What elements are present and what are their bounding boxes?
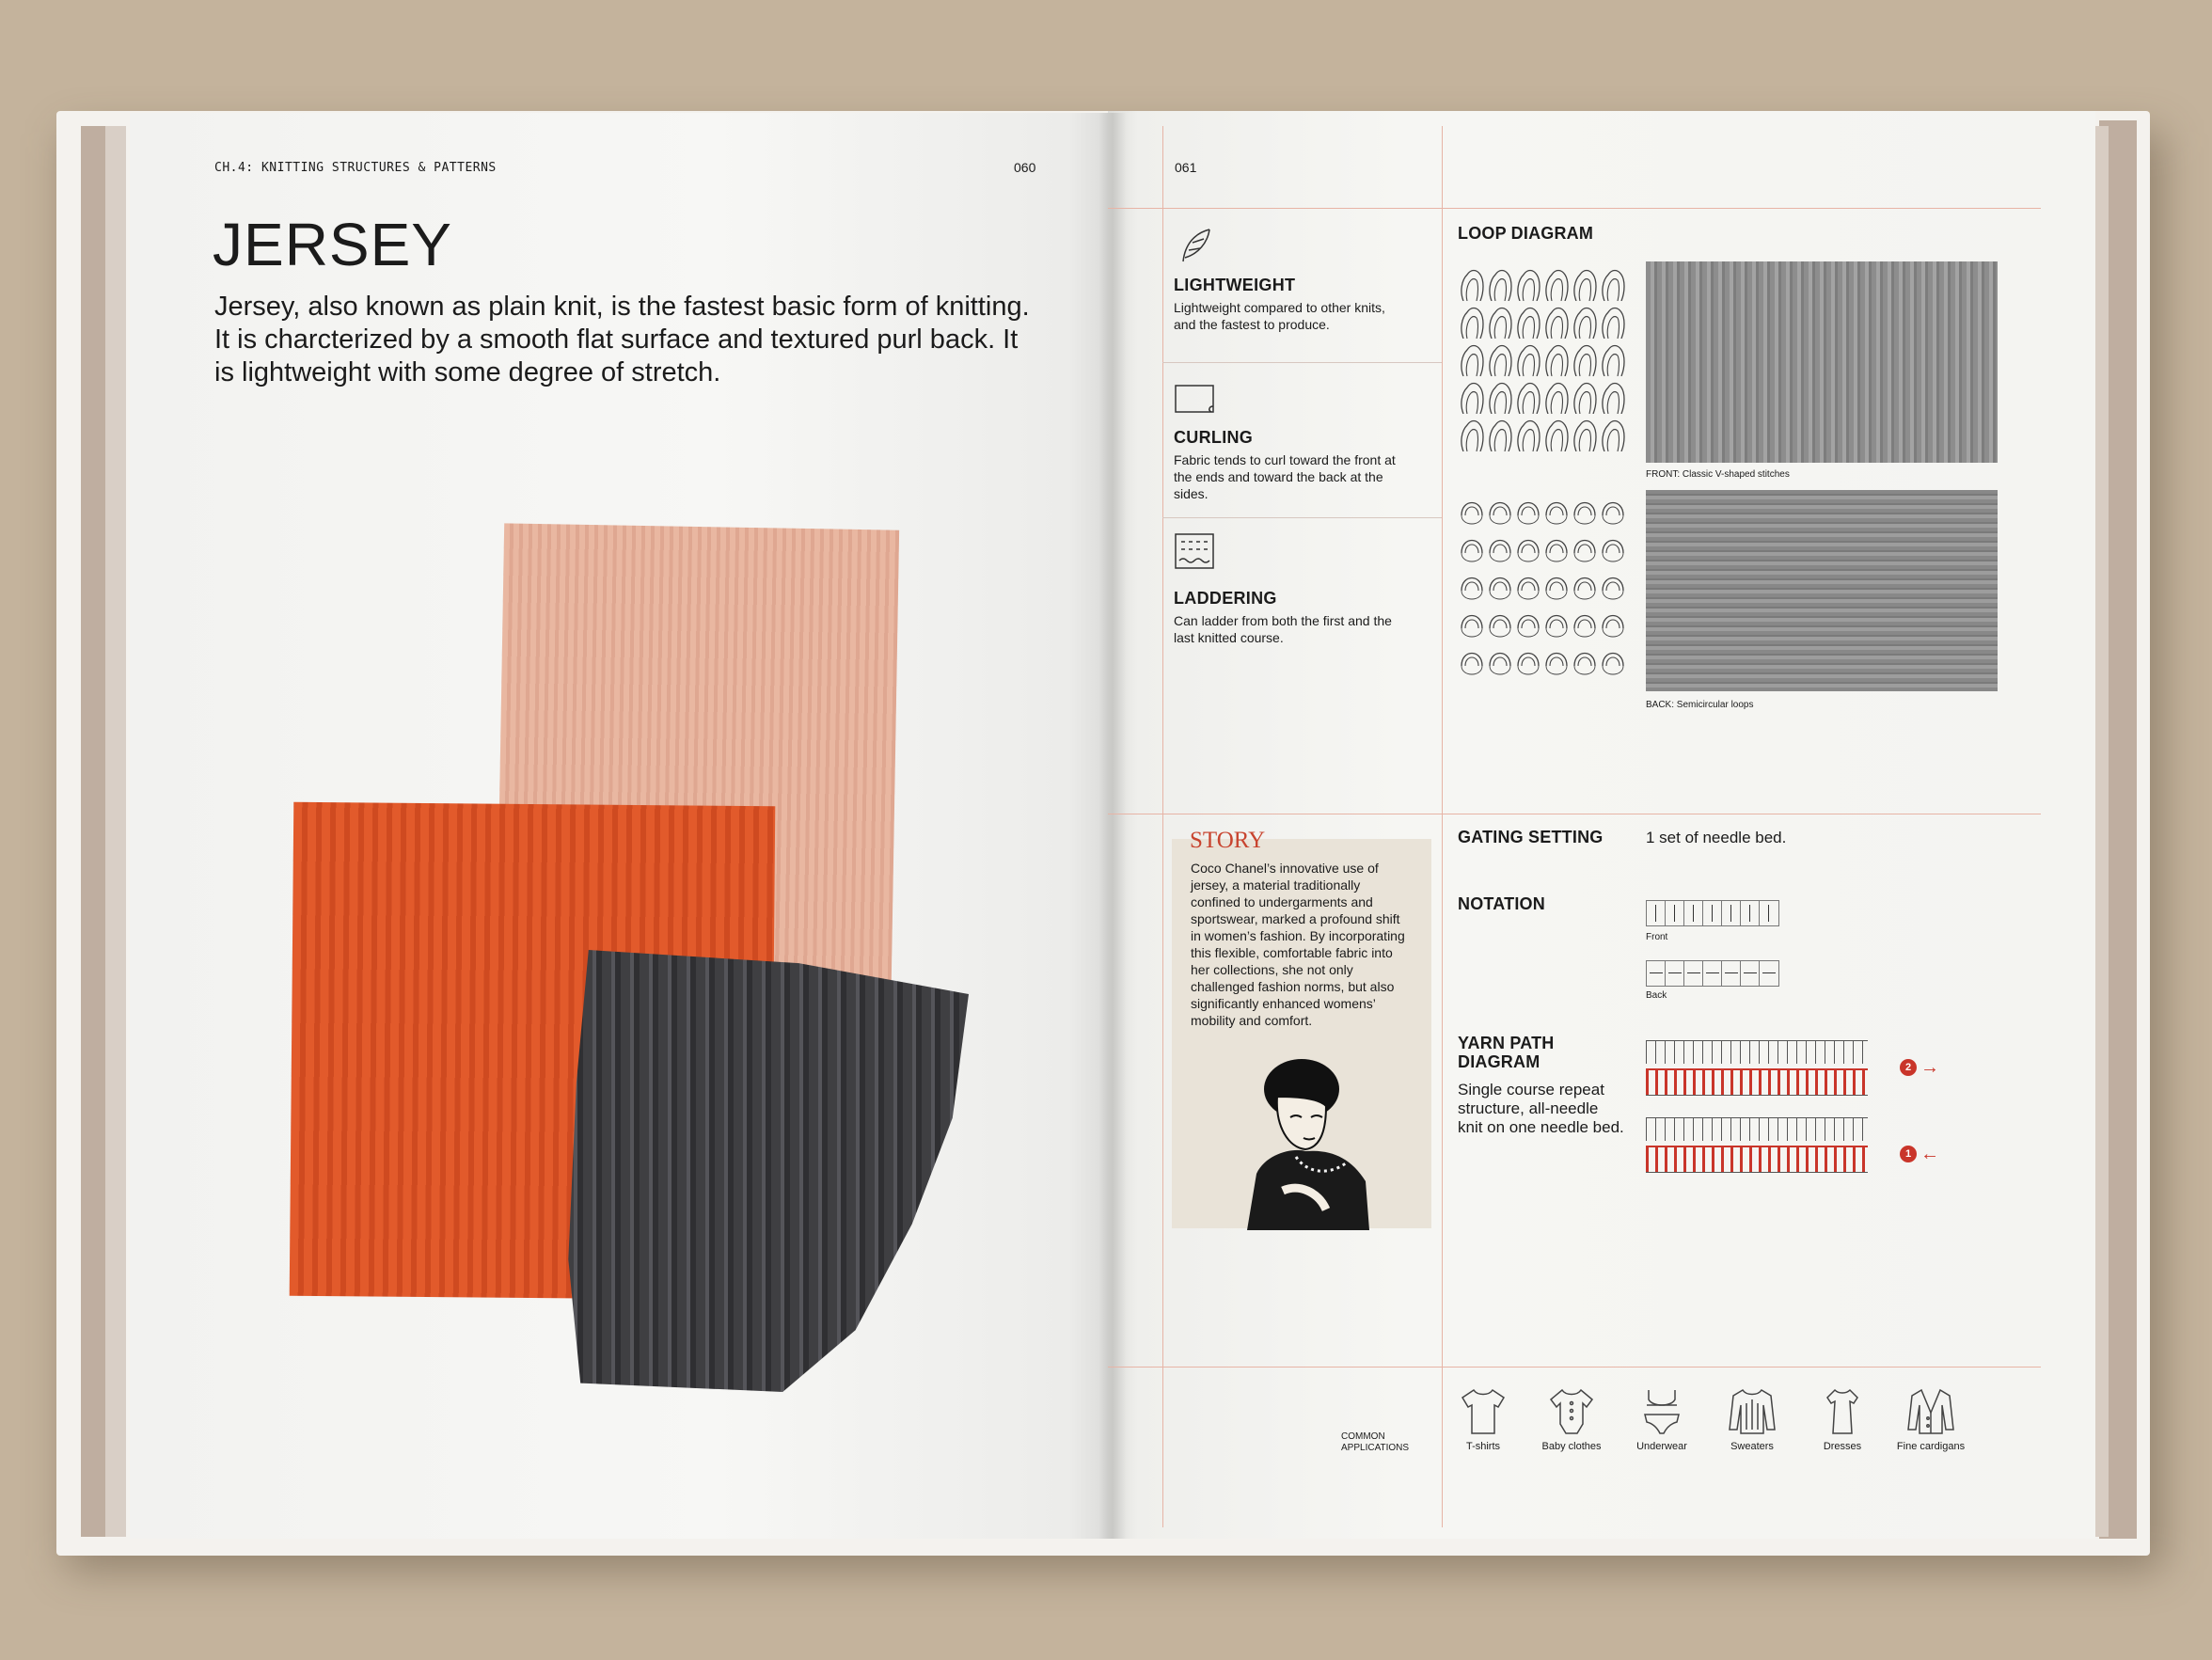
dress-icon <box>1816 1384 1869 1437</box>
underwear-icon <box>1635 1384 1688 1437</box>
front-notation-label: Front <box>1646 932 1668 942</box>
jersey-front-photo <box>1646 261 1998 463</box>
application-underwear: Underwear <box>1627 1384 1697 1452</box>
coco-chanel-illustration <box>1228 1051 1388 1230</box>
property-title-lightweight: LIGHTWEIGHT <box>1174 276 1296 294</box>
back-notation-label: Back <box>1646 990 1667 1001</box>
grid-line <box>1162 362 1442 363</box>
back-notation-grid <box>1646 960 1779 987</box>
grid-line <box>1442 126 1443 1527</box>
applications-label: COMMON APPLICATIONS <box>1341 1431 1410 1453</box>
application-baby-clothes: Baby clothes <box>1537 1384 1606 1452</box>
grid-line <box>1108 1367 2041 1368</box>
book-gutter <box>1098 113 1127 1539</box>
yarn-path-label: YARN PATH DIAGRAM <box>1458 1034 1555 1071</box>
application-fine-cardigans: Fine cardigans <box>1896 1384 1966 1452</box>
curling-icon <box>1174 384 1217 422</box>
baby-clothes-icon <box>1545 1384 1598 1437</box>
back-caption: BACK: Semicircular loops <box>1646 700 1754 710</box>
cardigan-icon <box>1904 1384 1957 1437</box>
back-loop-diagram <box>1458 489 1625 675</box>
grid-line <box>1162 517 1442 518</box>
grid-line <box>1162 126 1163 1527</box>
loop-diagram-heading: LOOP DIAGRAM <box>1458 224 1594 243</box>
property-title-curling: CURLING <box>1174 428 1254 447</box>
notation-label: NOTATION <box>1458 894 1545 913</box>
page-number-left: 060 <box>1014 160 1036 175</box>
yarn-path-description: Single course repeat structure, all-needle knit on one needle bed. <box>1458 1081 1624 1136</box>
intro-paragraph: Jersey, also known as plain knit, is the fastest basic form of knitting. It is charcterized by a smooth flat surface and textured purl back. It is lightweight with some degree of stretch. <box>214 292 1030 387</box>
story-title: STORY <box>1190 828 1266 853</box>
right-arrow-icon: → <box>1920 1057 1939 1078</box>
jersey-back-photo <box>1646 490 1998 691</box>
property-title-laddering: LADDERING <box>1174 589 1277 608</box>
yarn-path-row-1 <box>1646 1117 1868 1174</box>
front-notation-grid <box>1646 900 1779 926</box>
application-dresses: Dresses <box>1808 1384 1877 1452</box>
tshirt-icon <box>1457 1384 1509 1437</box>
property-desc-curling: Fabric tends to curl toward the front at the ends and toward the back at the sides. <box>1174 452 1396 501</box>
property-desc-laddering: Can ladder from both the first and the last knitted course. <box>1174 613 1392 645</box>
step-badge-2: 2 <box>1900 1059 1917 1076</box>
story-text: Coco Chanel’s innovative use of jersey, a material traditionally confined to undergarments and sportswear, marked a profound shift in women’s fashion. By incorporating this flexible, comfortable fabric into her collections, she not only challenged fashion norms, but also significantly enhanced womens’ mobility and comfort. <box>1191 861 1405 1028</box>
grid-line <box>1108 208 2041 209</box>
running-head: CH.4: KNITTING STRUCTURES & PATTERNS <box>214 161 497 175</box>
feather-icon <box>1176 226 1217 272</box>
gating-label: GATING SETTING <box>1458 828 1604 846</box>
application-tshirts: T-shirts <box>1448 1384 1518 1452</box>
page-edges-left-inner <box>105 126 126 1537</box>
application-sweaters: Sweaters <box>1717 1384 1787 1452</box>
front-caption: FRONT: Classic V-shaped stitches <box>1646 469 1790 480</box>
property-desc-lightweight: Lightweight compared to other knits, and the fastest to produce. <box>1174 300 1385 332</box>
step-badge-1: 1 <box>1900 1146 1917 1162</box>
left-arrow-icon: ← <box>1920 1144 1939 1164</box>
page-title: JERSEY <box>213 211 452 278</box>
yarn-path-row-2 <box>1646 1040 1868 1097</box>
gating-value: 1 set of needle bed. <box>1646 829 1787 846</box>
laddering-icon <box>1174 532 1217 577</box>
page-number-right: 061 <box>1175 160 1197 175</box>
sweater-icon <box>1726 1384 1778 1437</box>
front-loop-diagram <box>1458 263 1625 451</box>
